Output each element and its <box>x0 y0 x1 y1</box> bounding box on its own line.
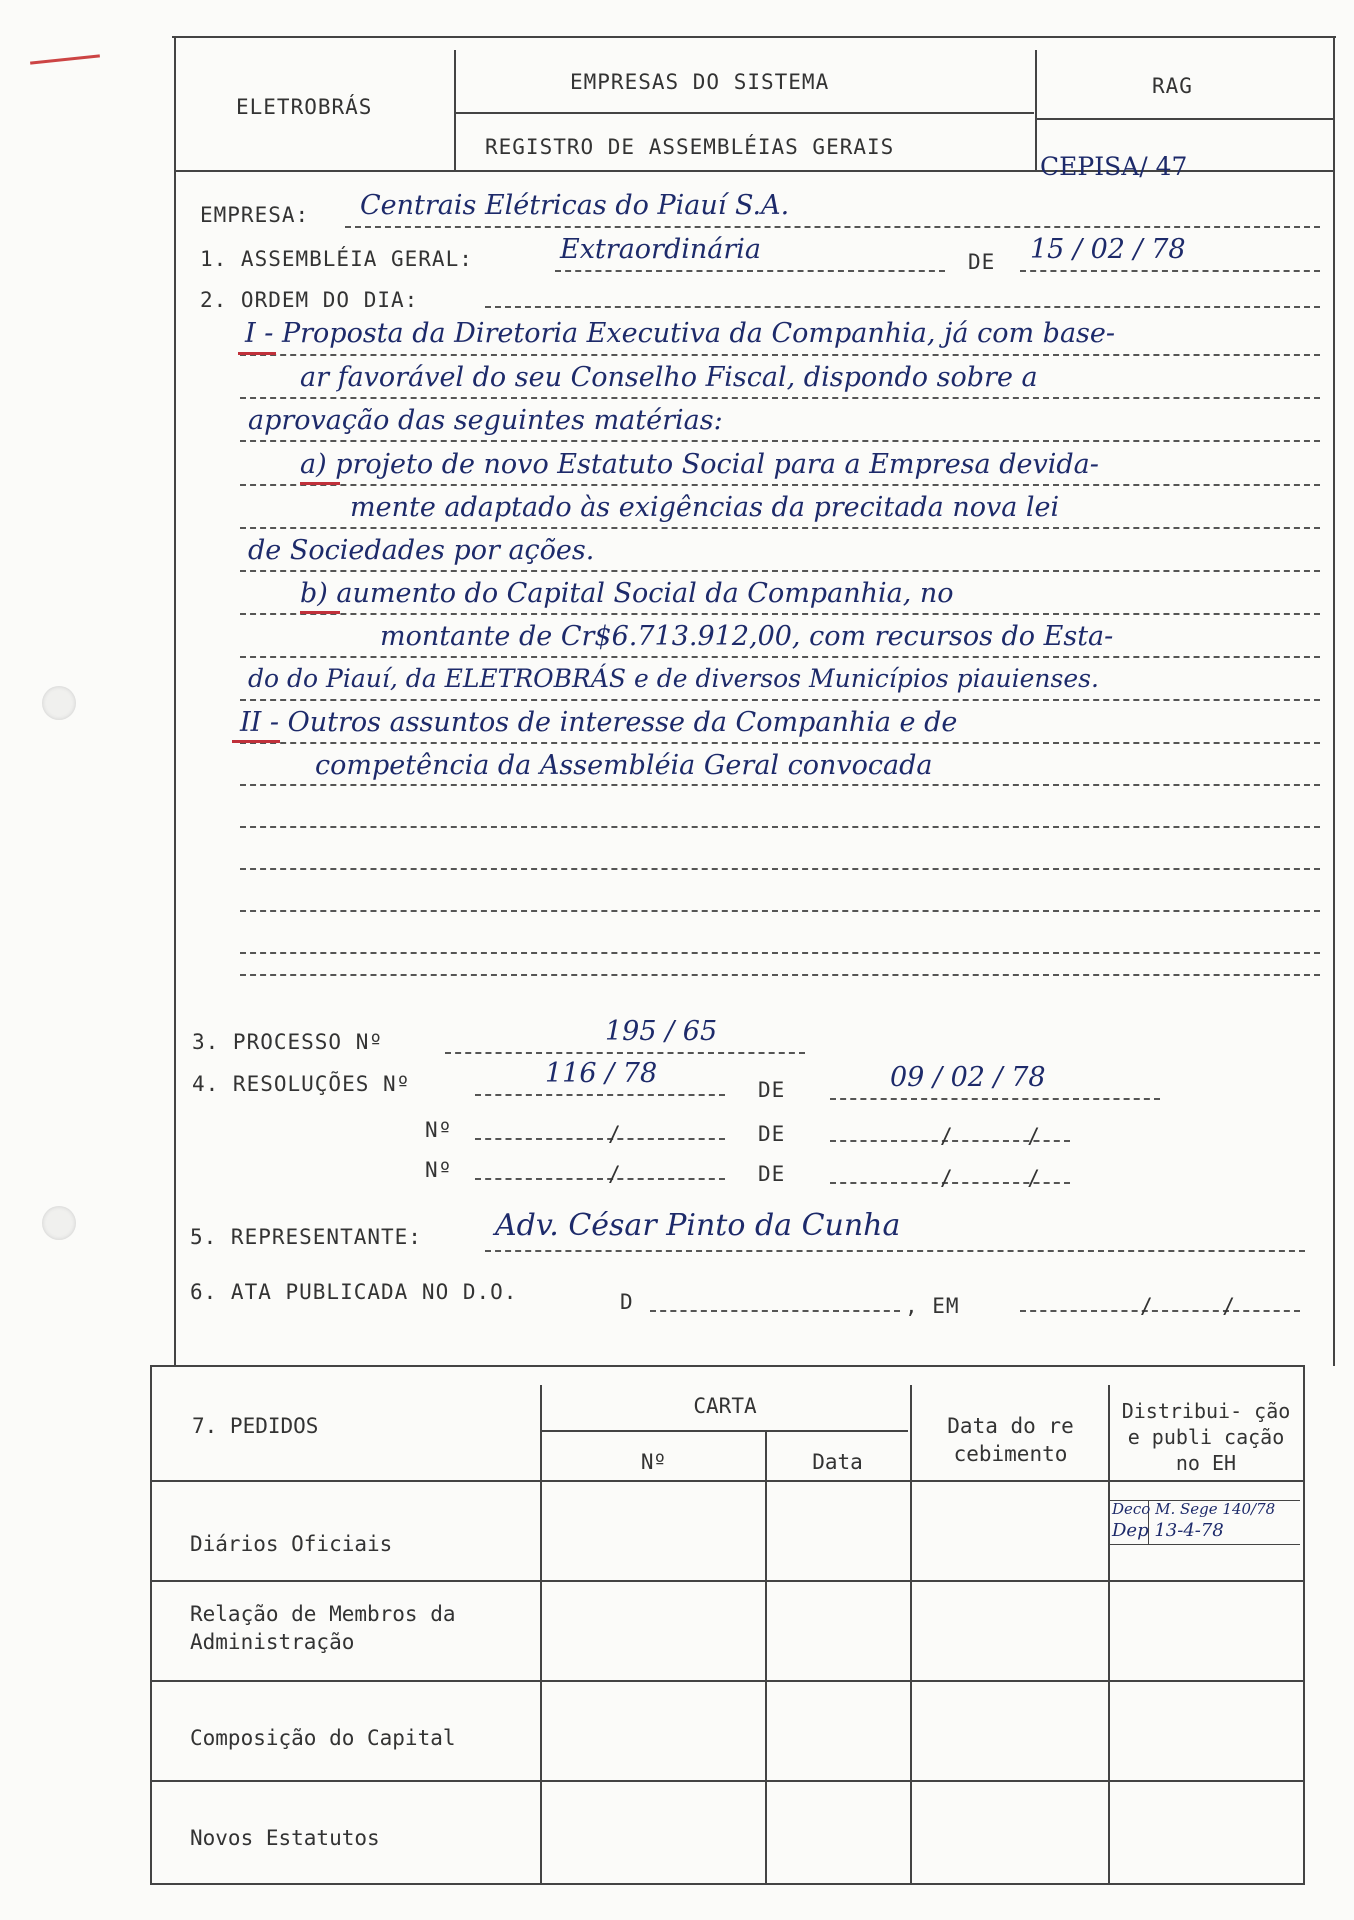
resolucao-2-no: Nº <box>425 1118 453 1142</box>
resolucao-2-de: DE <box>758 1122 786 1146</box>
resolucao-1-date: 09 / 02 / 78 <box>890 1062 1046 1093</box>
ata-em-label: , EM <box>905 1294 960 1318</box>
col-recebimento-header: Data do re cebimento <box>947 1414 1074 1466</box>
processo-label: 3. PROCESSO Nº <box>192 1030 384 1054</box>
pen-mark <box>30 54 100 64</box>
punch-hole-bottom <box>42 1206 76 1240</box>
resolucao-3-date: / / <box>940 1166 1041 1190</box>
ordem-line-7: b) aumento do Capital Social da Companhia, no <box>300 578 954 609</box>
rag-label: RAG <box>1152 74 1193 98</box>
empresa-value: Centrais Elétricas do Piauí S.A. <box>360 190 790 221</box>
resolucao-1-de: DE <box>758 1078 786 1102</box>
ordem-line-11: competência da Assembléia Geral convocada <box>315 750 933 781</box>
ordem-line-5: mente adaptado às exigências da precitada nova lei <box>350 492 1060 523</box>
processo-value: 195 / 65 <box>605 1016 718 1047</box>
ordem-label: 2. ORDEM DO DIA: <box>200 288 419 312</box>
representante-label: 5. REPRESENTANTE: <box>190 1225 422 1249</box>
resolucao-1-value: 116 / 78 <box>545 1058 658 1089</box>
rag-value: CEPISA/ 47 <box>1040 152 1188 181</box>
assembleia-label: 1. ASSEMBLÉIA GERAL: <box>200 247 473 271</box>
ordem-line-8: montante de Cr$6.713.912,00, com recursos do Esta- <box>380 621 1114 652</box>
ata-label: 6. ATA PUBLICADA NO D.O. <box>190 1280 518 1304</box>
resolucao-3-de: DE <box>758 1162 786 1186</box>
ordem-line-6: de Sociedades por ações. <box>248 535 595 566</box>
assembleia-de-label: DE <box>968 250 996 274</box>
col-data-header: Data <box>812 1450 863 1474</box>
row-composicao-capital: Composição do Capital <box>190 1726 456 1750</box>
row-membros-administracao: Relação de Membros da Administração <box>190 1602 456 1654</box>
col-distribuicao-header: Distribui- ção e publi cação no EH <box>1121 1399 1291 1475</box>
carta-header: CARTA <box>693 1394 757 1418</box>
header-title-bottom: REGISTRO DE ASSEMBLÉIAS GERAIS <box>485 135 895 159</box>
empresa-label: EMPRESA: <box>200 203 310 227</box>
ordem-line-9: do do Piauí, da ELETROBRÁS e de diversos Municípios piauienses. <box>248 664 1099 693</box>
punch-hole-top <box>42 686 76 720</box>
ordem-line-3: aprovação das seguintes matérias: <box>248 405 723 436</box>
company-name: ELETROBRÁS <box>236 95 373 119</box>
assembleia-value: Extraordinária <box>560 234 761 265</box>
header-title-top: EMPRESAS DO SISTEMA <box>570 70 830 94</box>
resolucao-3-sep: / <box>608 1162 622 1186</box>
assembleia-date: 15 / 02 / 78 <box>1030 234 1186 265</box>
red-mark-1 <box>238 352 276 355</box>
ata-d-label: D <box>620 1290 634 1314</box>
red-mark-2 <box>300 482 340 485</box>
distrib-note-2: Dep 13-4-78 <box>1112 1520 1224 1541</box>
representante-value: Adv. César Pinto da Cunha <box>495 1208 901 1243</box>
red-mark-3 <box>300 611 340 614</box>
ordem-line-10: II - Outros assuntos de interesse da Companhia e de <box>240 707 958 738</box>
ordem-line-4: a) projeto de novo Estatuto Social para a Empresa devida- <box>300 449 1099 480</box>
ordem-line-1: I - Proposta da Diretoria Executiva da Companhia, já com base- <box>245 318 1115 349</box>
resolucao-2-sep: / <box>608 1122 622 1146</box>
row-diarios-oficiais: Diários Oficiais <box>190 1532 393 1556</box>
col-numero-header: Nº <box>640 1450 667 1474</box>
pedidos-title: 7. PEDIDOS <box>192 1414 319 1438</box>
red-mark-4 <box>232 740 280 743</box>
row-novos-estatutos: Novos Estatutos <box>190 1826 380 1850</box>
ata-date-sep: / / <box>1140 1294 1236 1318</box>
resolucoes-label: 4. RESOLUÇÕES Nº <box>192 1072 411 1096</box>
distrib-note-1: Deco M. Sege 140/78 <box>1112 1500 1276 1518</box>
resolucao-3-no: Nº <box>425 1158 453 1182</box>
ordem-line-2: ar favorável do seu Conselho Fiscal, dispondo sobre a <box>300 362 1038 393</box>
resolucao-2-date: / / <box>940 1124 1041 1148</box>
